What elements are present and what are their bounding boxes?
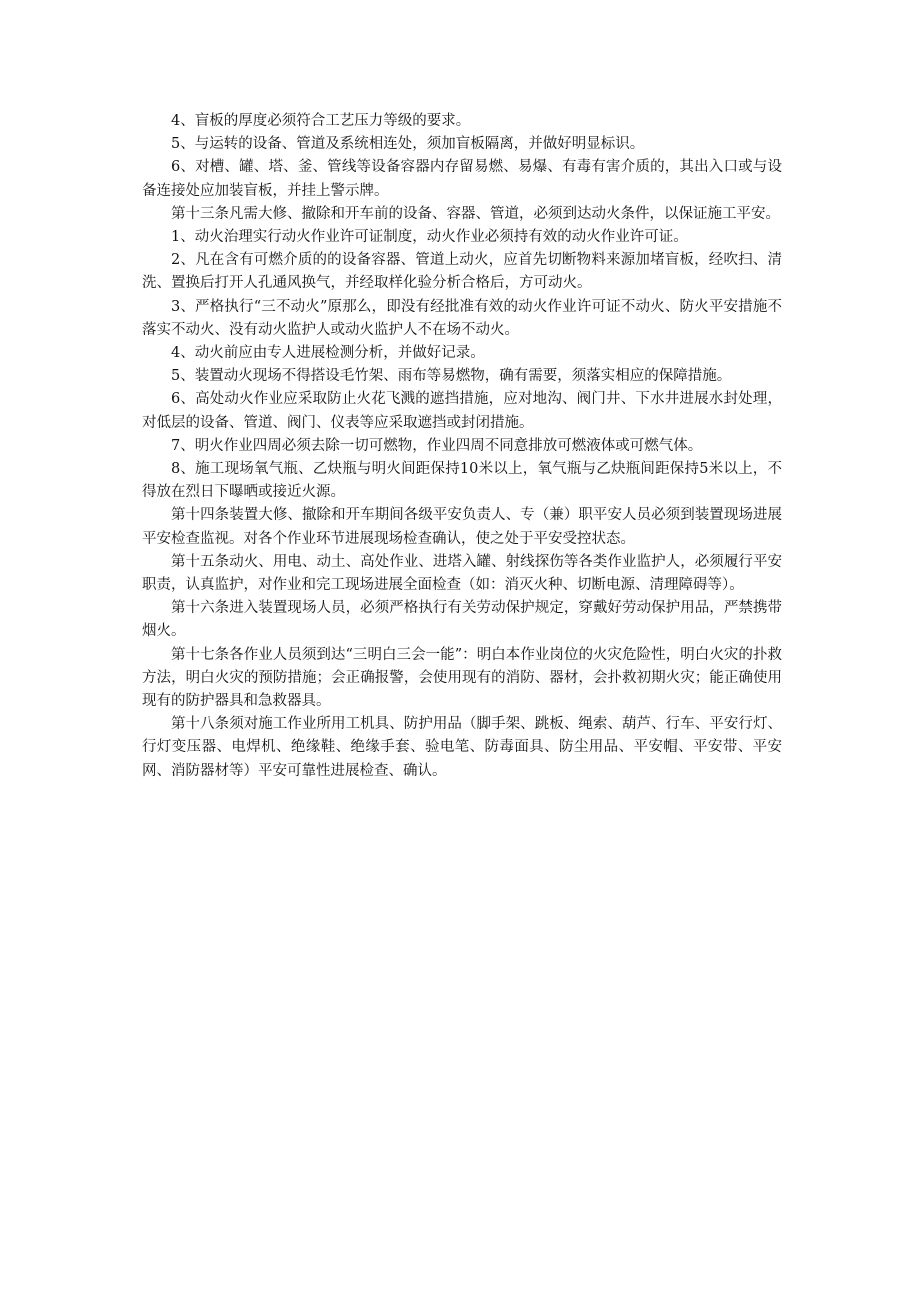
document-body [142,110,782,783]
paragraph: 6、对槽、罐、塔、釜、管线等设备容器内存留易燃、易爆、有毒有害介质的，其出入口或与设备连接处应加装盲板，并挂上警示牌。 [142,159,782,199]
paragraph: 7、明火作业四周必须去除一切可燃物，作业四周不同意排放可燃液体或可燃气体。 [171,437,703,454]
paragraph: 第十七条各作业人员须到达“三明白三会一能”：明白本作业岗位的火灾危险性，明白火灾的扑救方法，明白火灾的预防措施；会正确报警，会使用现有的消防、器材，会扑救初期火灾；能正确使用现有的防护器具和急救器具。 [142,646,782,710]
paragraph: 第十六条进入装置现场人员，必须严格执行有关劳动保护规定，穿戴好劳动保护用品，严禁携带烟火。 [142,600,782,640]
paragraph: 6、高处动火作业应采取防止火花飞溅的遮挡措施，应对地沟、阀门井、下水井进展水封处理，对低层的设备、管道、阀门、仪表等应采取遮挡或封闭措施。 [142,391,782,431]
paragraph: 1、动火治理实行动火作业许可证制度，动火作业必须持有效的动火作业许可证。 [171,229,688,246]
paragraph: 3、严格执行“三不动火”原那么，即没有经批准有效的动火作业许可证不动火、防火平安措施不落实不动火、没有动火监护人或动火监护人不在场不动火。 [142,298,782,338]
paragraph: 第十八条须对施工作业所用工机具、防护用品（脚手架、跳板、绳索、葫芦、行车、平安行灯、行灯变压器、电焊机、绝缘鞋、绝缘手套、验电笔、防毒面具、防尘用品、平安帽、平安带、平安网、消防器材等）平安可靠性进展检查、确认。 [142,716,782,779]
paragraph: 第十五条动火、用电、动土、高处作业、进塔入罐、射线探伤等各类作业监护人，必须履行平安职责，认真监护，对作业和完工现场进展全面检查（如：消灭火种、切断电源、清理障碍等）。 [142,553,782,594]
paragraph: 2、凡在含有可燃介质的的设备容器、管道上动火，应首先切断物料来源加堵盲板，经吹扫、清洗、置换后打开人孔通风换气，并经取样化验分析合格后，方可动火。 [142,252,782,292]
paragraph: 4、盲板的厚度必须符合工艺压力等级的要求。 [171,113,471,129]
paragraph: 第十三条凡需大修、撤除和开车前的设备、容器、管道，必须到达动火条件，以保证施工平安。 [171,205,780,222]
paragraph: 5、与运转的设备、管道及系统相连处，须加盲板隔离，并做好明显标识。 [171,136,645,153]
paragraph: 8、施工现场氧气瓶、乙炔瓶与明火间距保持10米以上，氧气瓶与乙炔瓶间距保持5米以上，不得放在烈日下曝晒或接近火源。 [142,461,782,501]
paragraph: 第十四条装置大修、撤除和开车期间各级平安负责人、专（兼）职平安人员必须到装置现场进展平安检查监视。对各个作业环节进展现场检查确认，使之处于平安受控状态。 [142,507,782,547]
paragraph: 4、动火前应由专人进展检测分析，并做好记录。 [171,345,485,362]
paragraph: 5、装置动火现场不得搭设毛竹架、雨布等易燃物，确有需要，须落实相应的保障措施。 [171,368,732,385]
